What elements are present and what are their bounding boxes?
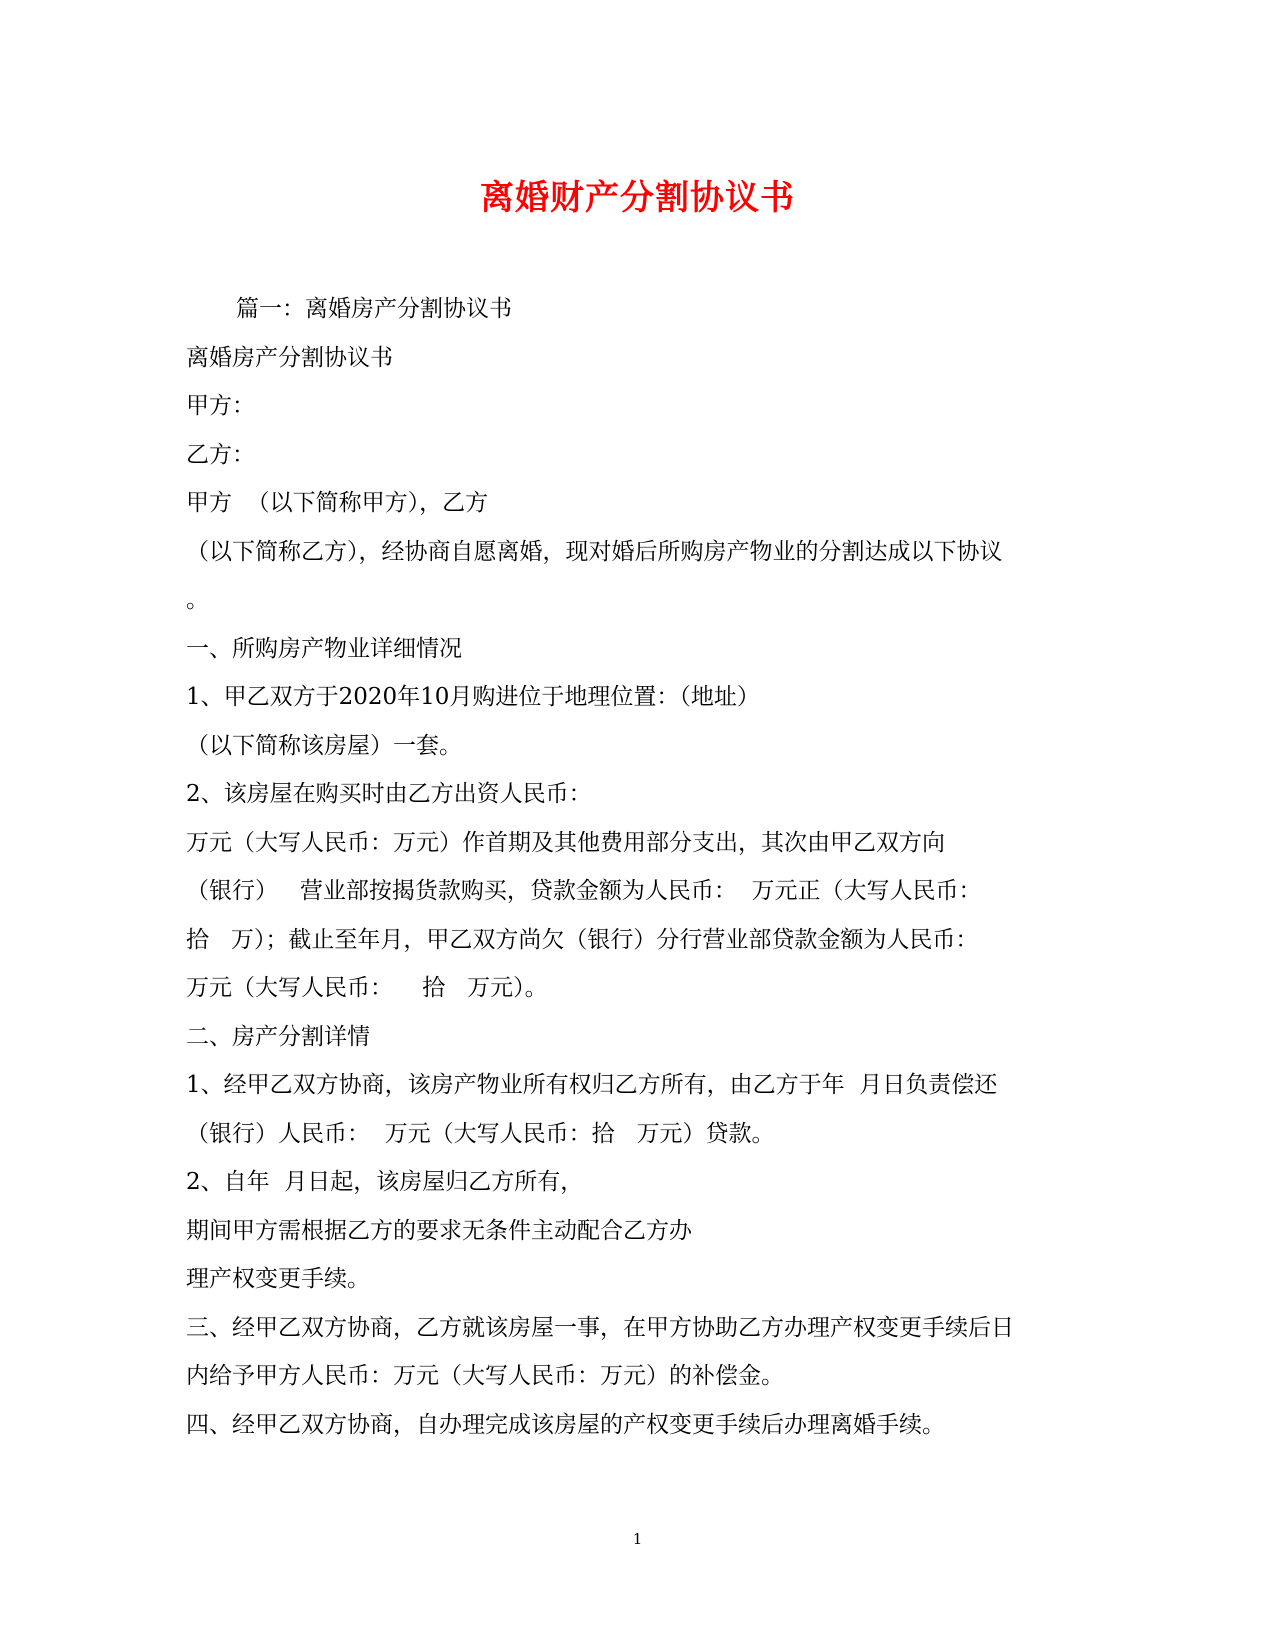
text-line: 万元（大写人民币：万元）作首期及其他费用部分支出，其次由甲乙双方向: [186, 829, 945, 856]
text-line: 甲方：: [186, 393, 255, 419]
text-line: 一、所购房产物业详细情况: [186, 635, 462, 662]
text-line: 理产权变更手续。: [186, 1266, 370, 1292]
section-heading: 篇一：离婚房产分割协议书: [236, 296, 512, 322]
text-line: （银行） 营业部按揭货款购买，贷款金额为人民币： 万元正（大写人民币：: [186, 878, 982, 904]
text-line: 三、经甲乙双方协商，乙方就该房屋一事，在甲方协助乙方办理产权变更手续后日: [186, 1314, 1014, 1341]
text-line: （以下简称乙方），经协商自愿离婚，现对婚后所购房产物业的分割达成以下协议: [186, 538, 1003, 565]
text-line: 内给予甲方人民币：万元（大写人民币：万元）的补偿金。: [186, 1363, 784, 1389]
text-line: （银行）人民币： 万元（大写人民币：拾 万元）贷款。: [186, 1120, 775, 1147]
text-line: 二、房产分割详情: [186, 1023, 370, 1050]
text-line: 2、该房屋在购买时由乙方出资人民币：: [186, 781, 592, 807]
text-line: 1、甲乙双方于2020年10月购进位于地理位置：（地址）: [186, 684, 760, 710]
text-line: 万元（大写人民币： 拾 万元）。: [186, 975, 548, 1001]
text-line: 甲方 （以下简称甲方），乙方: [186, 490, 489, 516]
text-line: （以下简称该房屋）一套。: [186, 732, 462, 759]
text-line: 拾 万）；截止至年月，甲乙双方尚欠（银行）分行营业部贷款金额为人民币：: [186, 926, 979, 953]
page-number: 1: [632, 1530, 643, 1548]
text-line: 。: [186, 587, 209, 613]
document-body: [186, 285, 1086, 1449]
text-line: 2、自年 月日起，该房屋归乙方所有，: [186, 1169, 584, 1195]
text-line: 期间甲方需根据乙方的要求无条件主动配合乙方办: [186, 1217, 692, 1244]
text-line: 四、经甲乙双方协商，自办理完成该房屋的产权变更手续后办理离婚手续。: [186, 1411, 945, 1438]
text-line: 乙方：: [186, 441, 255, 468]
document-title: 离婚财产分割协议书: [480, 178, 795, 218]
text-line: 1、经甲乙双方协商，该房产物业所有权归乙方所有，由乙方于年 月日负责偿还: [186, 1072, 998, 1098]
text-line: 离婚房产分割协议书: [186, 344, 393, 371]
